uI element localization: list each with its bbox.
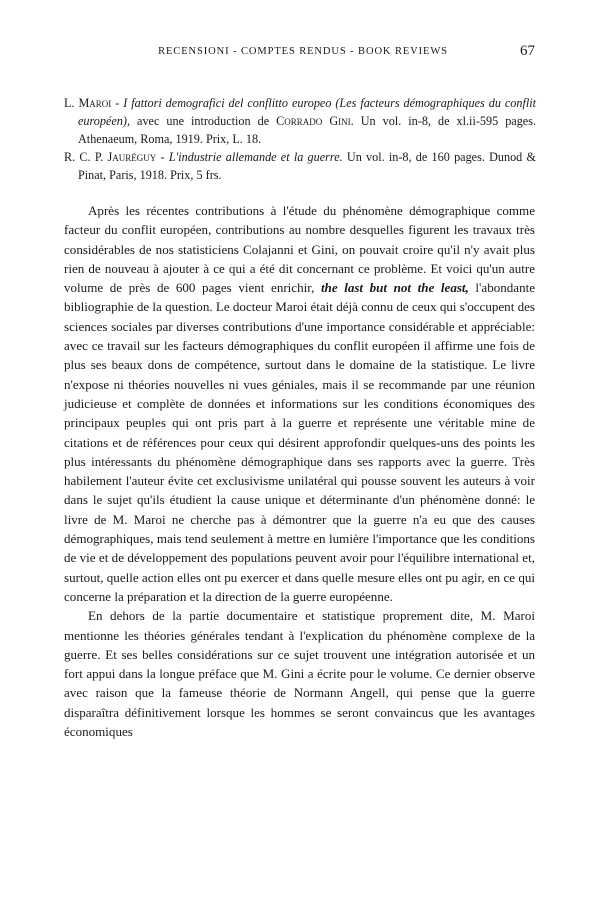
paragraph-text: Après les récentes contributions à l'étude du phénomène démographique comme facteur du conflit européen, contributions au nombre desquelles figurent les travaux très considérables de nos statisticiens Colajanni et Gini, on pouvait croire qu'il n'y avait plus rien de nouveau à ajouter à ce qui a été dit concernant ce problème. Et voici qu'un autre volume de près de 600 pages vient enrichir,: [64, 203, 535, 296]
reference-entry: [64, 148, 536, 184]
reference-dash: -: [111, 96, 124, 110]
reference-intro-author: Corrado Gini: [276, 114, 351, 128]
body-paragraph: [64, 201, 535, 606]
reference-author: L. Maroi: [64, 96, 112, 110]
reference-author: R. C. P. Jauréguy: [64, 150, 157, 164]
reference-entry: [64, 94, 536, 148]
review-body: [64, 201, 535, 741]
reference-publication-details: Un vol. in-8, de 160 pages. Dunod & Pinat, Paris, 1918. Prix, 5 frs.: [78, 150, 536, 182]
reference-publication-details: . Un vol. in-8, de xl.ii-595 pages. Athenaeum, Roma, 1919. Prix, L. 18.: [78, 114, 536, 146]
reference-text: avec une introduction de: [130, 114, 277, 128]
paragraph-text: l'abondante bibliographie de la question. Le docteur Maroi était déjà connu de ceux qui s'occupent des sciences sociales par diverses contributions d'une importance considérable et appréciable: avec ce travail sur les facteurs démographiques du conflit européen il affirme une fois de plus ses beaux dons de compétence, surtout dans le domaine de la statistique. Le livre n'expose ni théories nouvelles ni vues géniales, mais il se recommande par une réunion judicieuse et complète de données et informations sur les conditions économiques des principaux peuples qui ont pris part à la guerre et représente une véritable mine de citations et de références pour ceux qui désirent approfondir quelques-uns des points les plus intéressants du phénomène démographique dans ses rapports avec la guerre. Très habilement l'auteur évite cet exclusivisme unilatéral qui pousse souvent les auteurs à voir dans le sujet qu'ils étudient la cause unique et déterminante d'un phénomène donné: le livre de M. Maroi ne cherche pas à démontrer que la guerre n'a eu que des causes démographiques, mais tend seulement à mettre en lumière l'importance que les conditions de vie et de développement des populations peuvent avoir pour l'équilibre international et, surtout, quelle action elles ont pu exercer et dans quelle mesure elles ont pu agir, en ce qui concerne la préparation et la direction de la guerre européenne.: [64, 280, 536, 604]
page-number: 67: [520, 43, 535, 59]
bibliographic-references: [64, 94, 536, 184]
reference-title: I fattori demografici del conflitto europeo (Les facteurs démographiques du conflit européen),: [78, 96, 537, 128]
running-head: RECENSIONI - COMPTES RENDUS - BOOK REVIEWS: [158, 46, 448, 57]
reference-title: L'industrie allemande et la guerre.: [168, 150, 343, 164]
body-paragraph: En dehors de la partie documentaire et statistique proprement dite, M. Maroi mentionne les théories générales tendant à l'explication du phénomène complexe de la guerre. Et ses belles considérations sur ce sujet trouvent une intégration autorisée et un fort appui dans la longue préface que M. Gini a écrite pour le volume. Ce dernier observe avec raison que la fameuse théorie de Normann Angell, qui pense que la guerre disparaîtra définitivement lorsque les hommes se seront convaincus que les avantages économiques: [64, 608, 535, 740]
emphasized-phrase: the last but not the least,: [320, 280, 469, 296]
reference-dash: -: [156, 150, 169, 164]
